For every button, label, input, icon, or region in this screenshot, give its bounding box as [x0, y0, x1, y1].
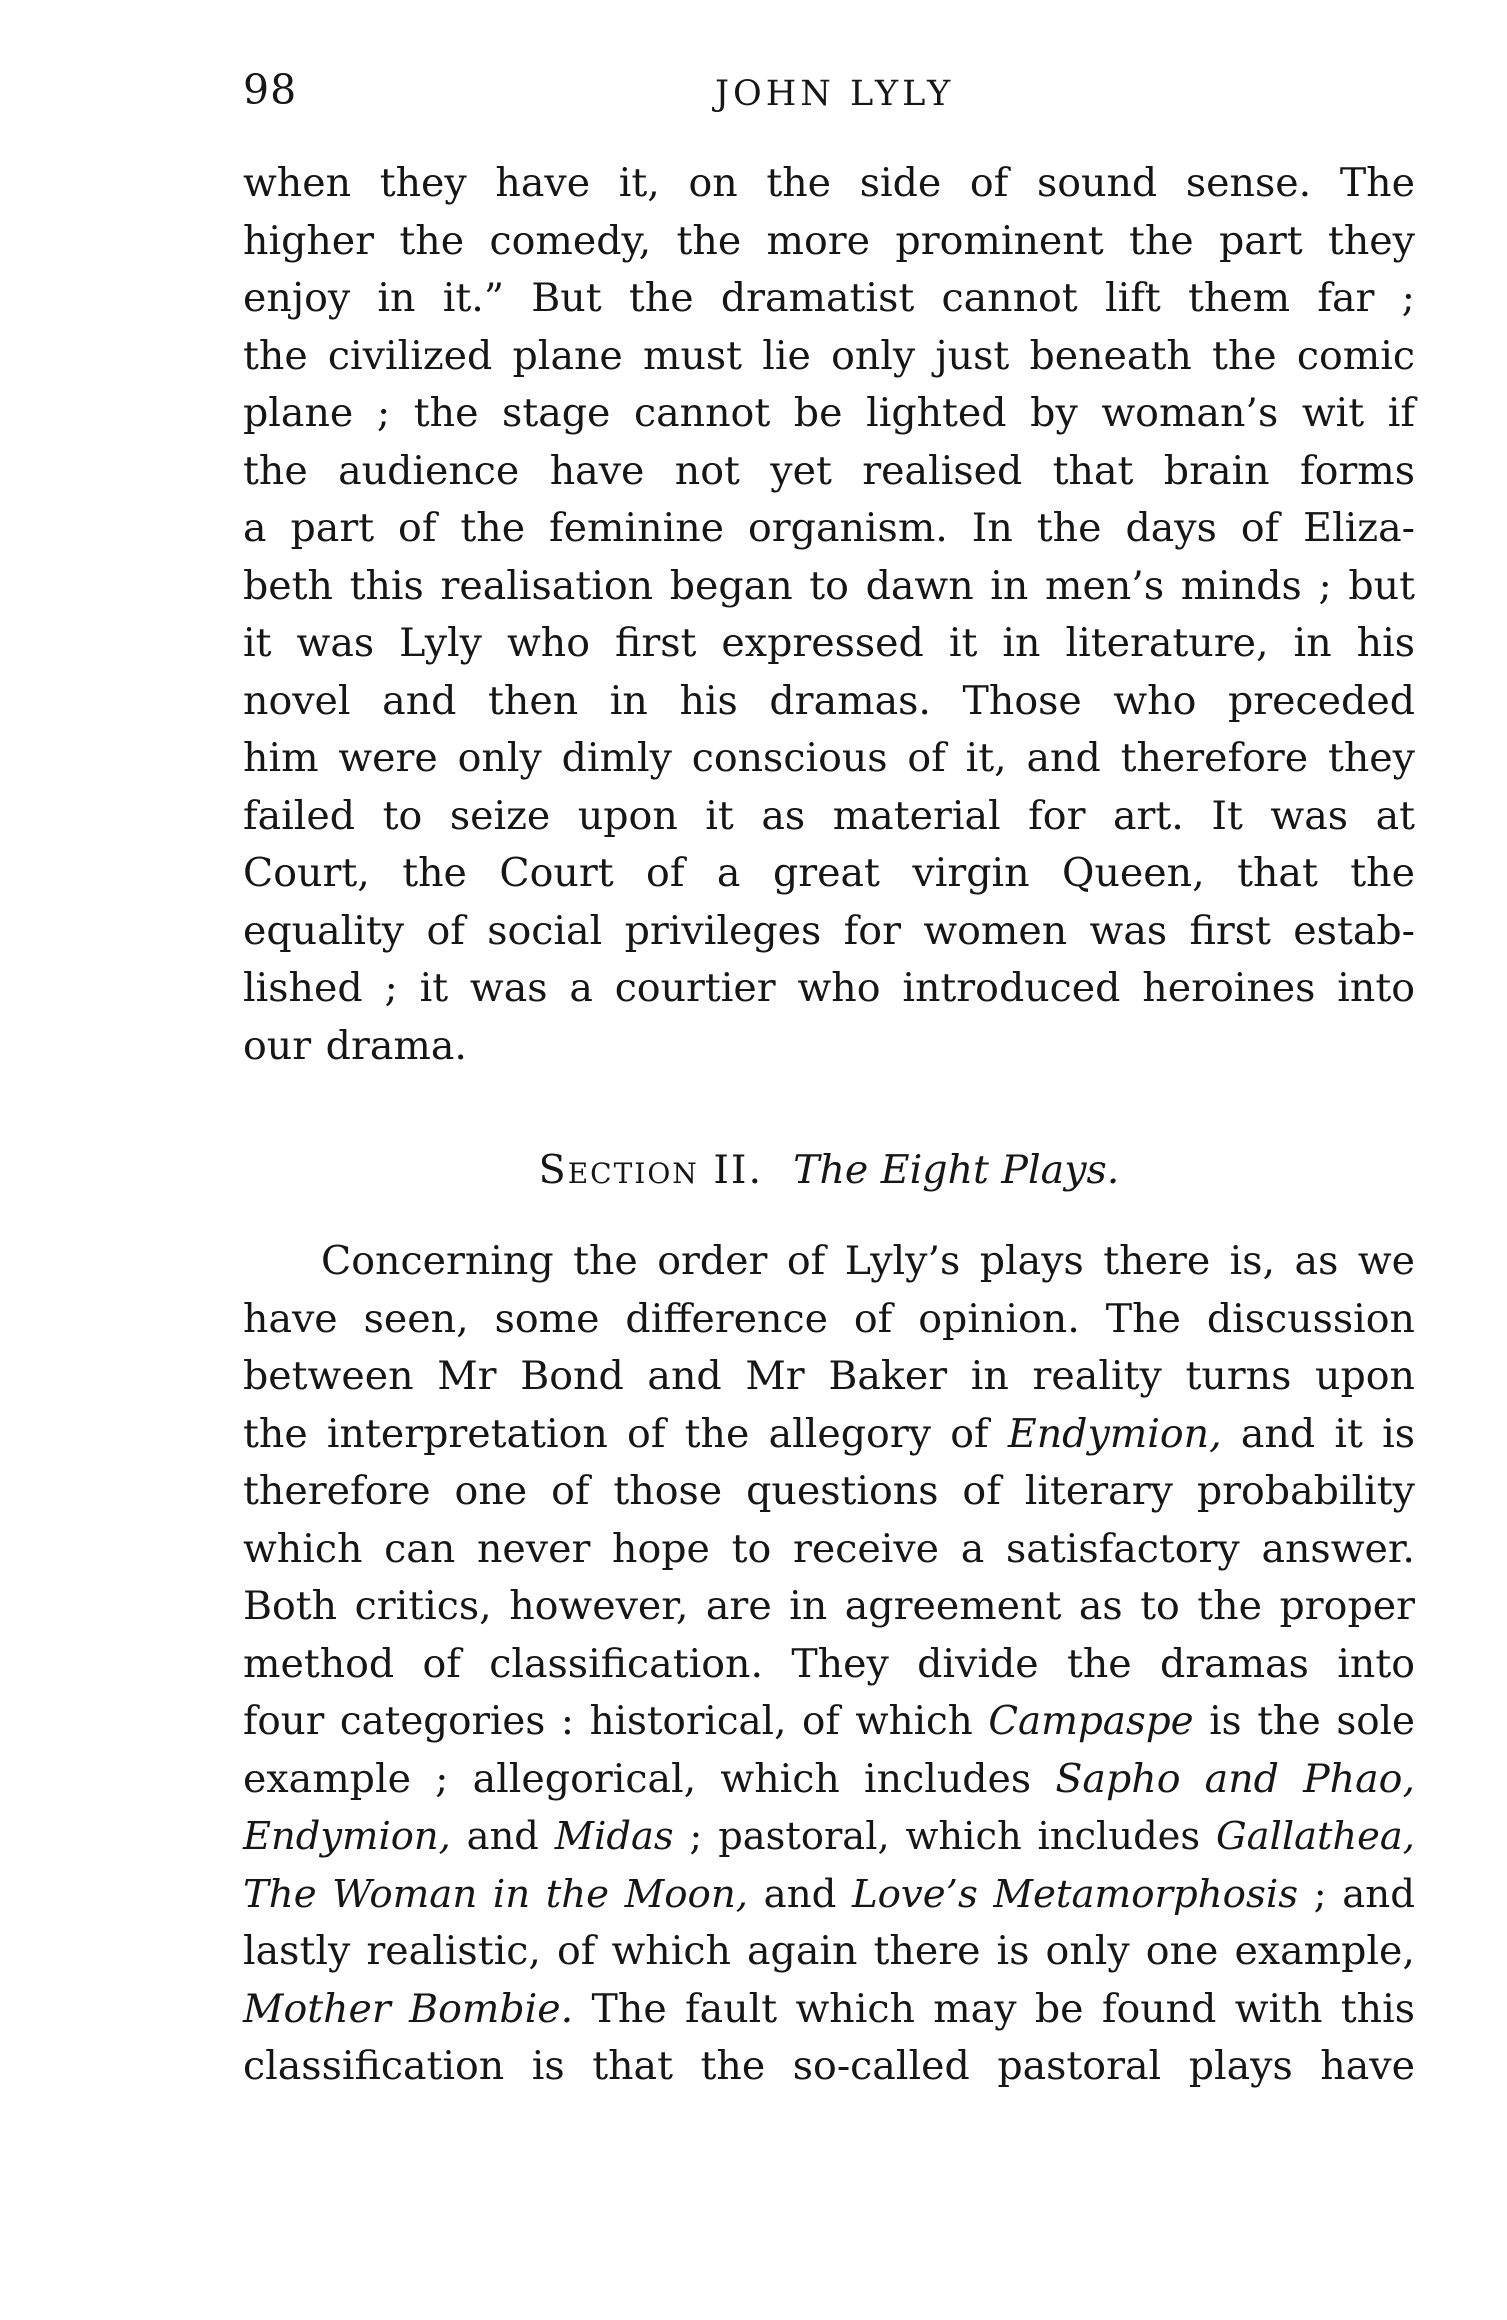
text-run: four categories : historical, of which — [243, 1699, 989, 1744]
text-run: ; and — [1298, 1871, 1415, 1917]
text-line: him were only dimly conscious of it, and therefore they — [243, 735, 1415, 781]
text-line: equality of social privileges for women was first estab- — [243, 907, 1415, 954]
text-run: ; pastoral, which includes — [673, 1814, 1216, 1859]
text-line: which can never hope to receive a satisfactory answer. — [243, 1525, 1415, 1572]
work-title-mother-bombie: Mother Bombie. — [243, 1985, 574, 2032]
text-line: failed to seize upon it as material for art. It was at — [243, 792, 1415, 839]
work-title-endymion: Endymion, — [1007, 1410, 1222, 1457]
text-line: the audience have not yet realised that brain forms — [243, 447, 1415, 494]
text-line: therefore one of those questions of literary probability — [243, 1468, 1415, 1514]
text-line — [243, 1866, 1415, 1924]
text-line: plane ; the stage cannot be lighted by woman’s wit if — [243, 390, 1415, 436]
text-run: and it is — [1221, 1410, 1415, 1457]
text-line — [243, 1808, 1415, 1866]
work-title-midas: Midas — [554, 1814, 674, 1859]
text-line: novel and then in his dramas. Those who preceded — [243, 677, 1415, 724]
text-line — [243, 1406, 1415, 1464]
work-title-endymion: Endymion, — [243, 1814, 451, 1859]
paragraph-1 — [243, 155, 1415, 1075]
text-line: lished ; it was a courtier who introduced heroines into — [243, 965, 1415, 1011]
text-line: when they have it, on the side of sound sense. The — [243, 160, 1415, 206]
page-header — [243, 66, 1415, 126]
text-line: higher the comedy, the more prominent the part they — [243, 217, 1415, 264]
page-number: 98 — [243, 66, 298, 114]
text-run: and — [450, 1814, 555, 1859]
text-line — [243, 1693, 1415, 1751]
text-line: our drama. — [243, 1022, 467, 1069]
text-line — [243, 1981, 1415, 2039]
work-title-sapho-and-phao: Sapho and Phao, — [1055, 1755, 1415, 1802]
work-title-woman-in-the-moon: The Woman in the Moon, — [243, 1871, 749, 1917]
text-line: classification is that the so-called pastoral plays have — [243, 2043, 1415, 2089]
text-run: the interpretation of the allegory of — [243, 1410, 1008, 1457]
text-line: Both critics, however, are in agreement as to the proper — [243, 1583, 1415, 1629]
text-line: lastly realistic, of which again there is only one example, — [243, 1928, 1415, 1974]
text-run: The fault which may be found with this — [573, 1985, 1415, 2032]
text-line: have seen, some difference of opinion. The discussion — [243, 1295, 1415, 1342]
section-label: Section II. — [538, 1147, 764, 1193]
text-line — [243, 1751, 1415, 1809]
text-line: beth this realisation began to dawn in men’s minds ; but — [243, 562, 1415, 609]
text-line: between Mr Bond and Mr Baker in reality turns upon — [243, 1353, 1415, 1399]
text-run: example ; allegorical, which includes — [243, 1755, 1056, 1802]
text-line: Concerning the order of Lyly’s plays there is, as we — [321, 1238, 1415, 1284]
text-line: enjoy in it.” But the dramatist cannot lift them far ; — [243, 275, 1415, 321]
text-line: Court, the Court of a great virgin Queen, that the — [243, 850, 1415, 896]
section-heading — [243, 1140, 1415, 1200]
running-head: JOHN LYLY — [715, 74, 955, 114]
work-title-campaspe: Campaspe — [988, 1699, 1194, 1744]
text-line: a part of the feminine organism. In the days of Eliza- — [243, 505, 1415, 551]
text-run: is the sole — [1193, 1699, 1415, 1744]
work-title-loves-metamorphosis: Love’s Metamorphosis — [851, 1871, 1299, 1917]
text-line: it was Lyly who first expressed it in literature, in his — [243, 620, 1415, 666]
section-title: The Eight Plays. — [793, 1147, 1120, 1193]
paragraph-2 — [243, 1233, 1415, 2096]
work-title-gallathea: Gallathea, — [1215, 1814, 1415, 1859]
text-line: method of classification. They divide the dramas into — [243, 1640, 1415, 1687]
text-run: and — [748, 1871, 852, 1917]
text-line: the civilized plane must lie only just beneath the comic — [243, 332, 1415, 379]
